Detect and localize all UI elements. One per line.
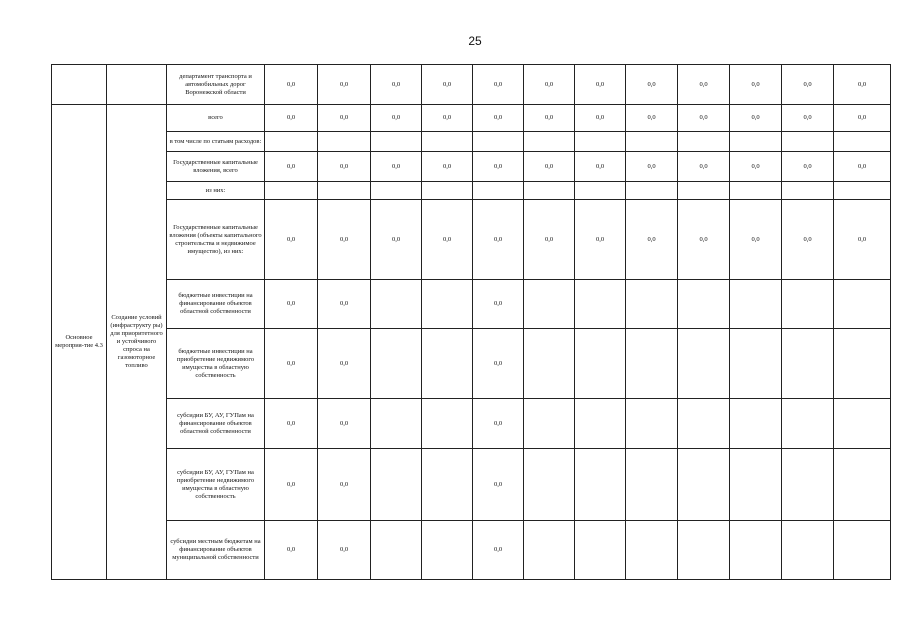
value-cell: 0,0: [730, 152, 782, 182]
value-cell: [834, 280, 891, 329]
value-cell: [524, 280, 575, 329]
value-cell: 0,0: [473, 200, 524, 280]
value-cell: 0,0: [422, 200, 473, 280]
empty-cell: [52, 65, 107, 105]
value-cell: 0,0: [422, 152, 473, 182]
value-cell: [678, 182, 730, 200]
value-cell: 0,0: [265, 105, 318, 132]
value-cell: 0,0: [575, 105, 626, 132]
value-cell: 0,0: [265, 329, 318, 399]
budget-table: [51, 64, 891, 580]
row-label: из них:: [167, 182, 265, 200]
value-cell: 0,0: [473, 280, 524, 329]
value-cell: 0,0: [575, 65, 626, 105]
value-cell: [730, 449, 782, 521]
value-cell: 0,0: [318, 200, 371, 280]
value-cell: [626, 399, 678, 449]
value-cell: 0,0: [626, 152, 678, 182]
value-cell: [678, 132, 730, 152]
value-cell: [678, 449, 730, 521]
row-label: бюджетные инвестиции на приобретение недвижимого имущества в областную собственность: [167, 329, 265, 399]
table-body: [52, 65, 891, 580]
value-cell: [422, 132, 473, 152]
value-cell: [422, 449, 473, 521]
value-cell: 0,0: [318, 521, 371, 580]
row-label: Государственные капитальные вложения (объекты капитального строительства и недвижимое имущество), из них:: [167, 200, 265, 280]
value-cell: 0,0: [524, 65, 575, 105]
row-label: субсидии местным бюджетам на финансирование объектов муниципальной собственности: [167, 521, 265, 580]
value-cell: [575, 399, 626, 449]
value-cell: 0,0: [473, 521, 524, 580]
table-row: [52, 152, 891, 182]
value-cell: [575, 449, 626, 521]
value-cell: 0,0: [318, 65, 371, 105]
value-cell: [575, 521, 626, 580]
value-cell: [782, 280, 834, 329]
value-cell: [422, 182, 473, 200]
value-cell: 0,0: [318, 329, 371, 399]
value-cell: [422, 521, 473, 580]
table-row: [52, 521, 891, 580]
table-row: [52, 65, 891, 105]
value-cell: [318, 182, 371, 200]
value-cell: 0,0: [318, 399, 371, 449]
row-label: Государственные капитальные вложения, всего: [167, 152, 265, 182]
row-label: субсидии БУ, АУ, ГУПам на финансирование объектов областной собственности: [167, 399, 265, 449]
value-cell: [575, 182, 626, 200]
value-cell: 0,0: [265, 399, 318, 449]
value-cell: [730, 132, 782, 152]
value-cell: 0,0: [782, 105, 834, 132]
table-row: [52, 105, 891, 132]
value-cell: [371, 399, 422, 449]
value-cell: [834, 182, 891, 200]
value-cell: 0,0: [678, 105, 730, 132]
value-cell: 0,0: [422, 105, 473, 132]
empty-cell: [107, 65, 167, 105]
table-row: [52, 132, 891, 152]
value-cell: 0,0: [473, 449, 524, 521]
value-cell: 0,0: [524, 200, 575, 280]
value-cell: [626, 449, 678, 521]
value-cell: 0,0: [371, 152, 422, 182]
value-cell: [834, 329, 891, 399]
value-cell: 0,0: [782, 65, 834, 105]
value-cell: 0,0: [834, 200, 891, 280]
value-cell: 0,0: [678, 152, 730, 182]
value-cell: 0,0: [265, 521, 318, 580]
value-cell: 0,0: [473, 65, 524, 105]
value-cell: 0,0: [626, 200, 678, 280]
value-cell: [678, 521, 730, 580]
value-cell: 0,0: [678, 200, 730, 280]
value-cell: [265, 182, 318, 200]
value-cell: [678, 399, 730, 449]
value-cell: [524, 132, 575, 152]
value-cell: [834, 449, 891, 521]
value-cell: 0,0: [318, 105, 371, 132]
value-cell: [834, 132, 891, 152]
value-cell: [626, 280, 678, 329]
value-cell: [678, 280, 730, 329]
value-cell: [730, 521, 782, 580]
value-cell: [524, 329, 575, 399]
row-label: департамент транспорта и автомобильных дорог Воронежской области: [167, 65, 265, 105]
table-row: [52, 399, 891, 449]
value-cell: 0,0: [782, 152, 834, 182]
value-cell: 0,0: [265, 280, 318, 329]
value-cell: 0,0: [265, 200, 318, 280]
value-cell: [371, 132, 422, 152]
value-cell: 0,0: [318, 449, 371, 521]
table-row: [52, 182, 891, 200]
value-cell: 0,0: [318, 152, 371, 182]
table-row: [52, 329, 891, 399]
value-cell: 0,0: [265, 449, 318, 521]
row-label: в том числе по статьям расходов:: [167, 132, 265, 152]
value-cell: [371, 182, 422, 200]
value-cell: 0,0: [678, 65, 730, 105]
value-cell: [265, 132, 318, 152]
value-cell: [422, 399, 473, 449]
value-cell: 0,0: [265, 152, 318, 182]
value-cell: 0,0: [834, 152, 891, 182]
value-cell: 0,0: [371, 105, 422, 132]
value-cell: [782, 399, 834, 449]
value-cell: 0,0: [524, 152, 575, 182]
event-name-cell: Основное мероприя-тие 4.3: [52, 105, 107, 580]
value-cell: [371, 449, 422, 521]
value-cell: 0,0: [524, 105, 575, 132]
value-cell: 0,0: [575, 152, 626, 182]
value-cell: [422, 280, 473, 329]
value-cell: [626, 132, 678, 152]
page-number: 25: [468, 34, 482, 48]
row-label: субсидии БУ, АУ, ГУПам на приобретение недвижимого имущества в областную собственность: [167, 449, 265, 521]
value-cell: [782, 449, 834, 521]
value-cell: 0,0: [265, 65, 318, 105]
value-cell: [626, 182, 678, 200]
value-cell: [626, 329, 678, 399]
row-label: всего: [167, 105, 265, 132]
value-cell: [318, 132, 371, 152]
value-cell: [782, 132, 834, 152]
value-cell: [524, 399, 575, 449]
value-cell: [575, 329, 626, 399]
value-cell: 0,0: [318, 280, 371, 329]
value-cell: [575, 280, 626, 329]
value-cell: [626, 521, 678, 580]
value-cell: 0,0: [371, 65, 422, 105]
value-cell: [834, 399, 891, 449]
value-cell: [730, 329, 782, 399]
value-cell: [730, 280, 782, 329]
value-cell: 0,0: [473, 399, 524, 449]
value-cell: [524, 449, 575, 521]
value-cell: [678, 329, 730, 399]
value-cell: 0,0: [473, 105, 524, 132]
table-row: [52, 449, 891, 521]
table-row: [52, 200, 891, 280]
row-label: бюджетные инвестиции на финансирование объектов областной собственности: [167, 280, 265, 329]
value-cell: 0,0: [422, 65, 473, 105]
value-cell: [575, 132, 626, 152]
value-cell: 0,0: [834, 105, 891, 132]
value-cell: [422, 329, 473, 399]
value-cell: [782, 521, 834, 580]
value-cell: [473, 182, 524, 200]
value-cell: [782, 182, 834, 200]
value-cell: 0,0: [730, 65, 782, 105]
value-cell: [371, 521, 422, 580]
value-cell: [371, 280, 422, 329]
value-cell: 0,0: [626, 65, 678, 105]
value-cell: 0,0: [473, 152, 524, 182]
value-cell: 0,0: [730, 105, 782, 132]
value-cell: [834, 521, 891, 580]
value-cell: 0,0: [371, 200, 422, 280]
value-cell: 0,0: [730, 200, 782, 280]
value-cell: 0,0: [575, 200, 626, 280]
event-title-cell: Создание условий (инфраструкту ры) для приоритетного и устойчивого спроса на газомоторное топливо: [107, 105, 167, 580]
value-cell: [371, 329, 422, 399]
value-cell: [730, 399, 782, 449]
value-cell: 0,0: [782, 200, 834, 280]
value-cell: [524, 182, 575, 200]
value-cell: 0,0: [473, 329, 524, 399]
value-cell: [782, 329, 834, 399]
value-cell: 0,0: [626, 105, 678, 132]
value-cell: [524, 521, 575, 580]
value-cell: 0,0: [834, 65, 891, 105]
value-cell: [730, 182, 782, 200]
value-cell: [473, 132, 524, 152]
table-row: [52, 280, 891, 329]
